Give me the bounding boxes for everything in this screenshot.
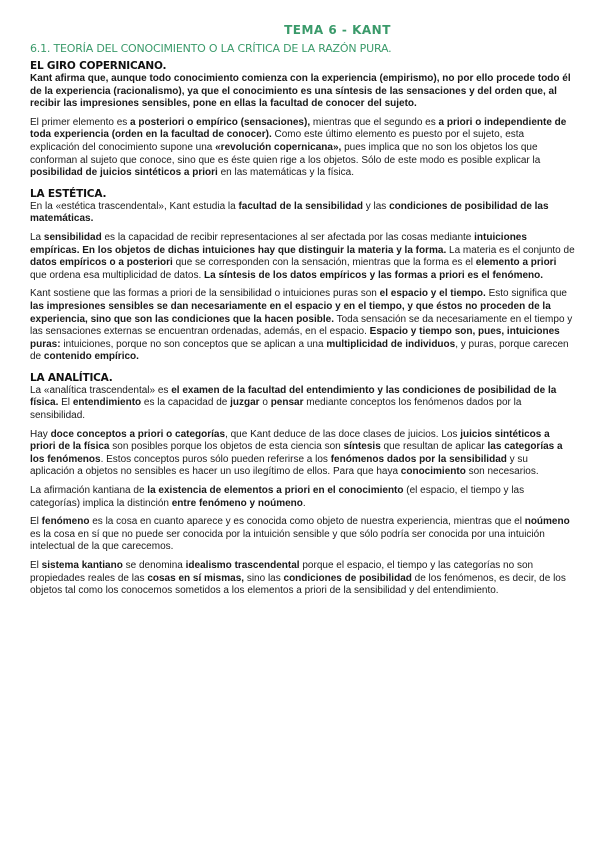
- text-run: intuiciones, porque no son conceptos que se aplican a una: [60, 338, 327, 350]
- section: [30, 60, 575, 180]
- bold-text: juicios sintéticos a priori de la física: [30, 428, 550, 453]
- bold-text: juzgar: [230, 397, 260, 409]
- paragraph: [30, 201, 575, 226]
- bold-text: síntesis: [343, 441, 381, 453]
- text-run: El primer elemento es: [30, 116, 131, 128]
- text-run: sino las: [244, 572, 284, 584]
- text-run: es la cosa en sí que no puede ser conocida por la intuición sensible y que sólo podría ser conocida por una intuición intelectual de la que carecemos.: [30, 528, 545, 553]
- bold-text: entre fenómeno y noúmeno: [171, 497, 303, 509]
- bold-text: fenómenos dados por la sensibilidad: [330, 453, 507, 465]
- bold-text: intuiciones empíricas. En los objetos de dichas intuiciones hay que distinguir la materia y la forma.: [30, 231, 527, 256]
- bold-text: Espacio y tiempo son, pues, intuiciones puras:: [30, 326, 560, 350]
- bold-text: «revolución copernicana»,: [215, 141, 342, 153]
- text-run: es la capacidad de recibir representaciones al ser afectada por las cosas mediante: [101, 231, 475, 243]
- paragraph: [30, 117, 575, 180]
- section: [30, 188, 575, 364]
- paragraph: [30, 73, 575, 111]
- text-run: se denomina: [122, 560, 186, 571]
- text-run: y las: [362, 200, 390, 212]
- text-run: (el espacio, el tiempo y las categorías) implica la distinción: [30, 485, 525, 509]
- text-run: mientras que el segundo es: [310, 116, 439, 128]
- bold-text: condiciones de posibilidad: [283, 572, 412, 584]
- text-run: que resultan de aplicar: [380, 441, 488, 453]
- bold-text: el examen de la facultad del entendimiento y las condiciones de posibilidad de la física.: [30, 384, 557, 409]
- text-run: en las matemáticas y la física.: [217, 167, 354, 179]
- text-run: porque el espacio, el tiempo y las categorías no son propiedades reales de las: [30, 560, 534, 584]
- paragraph: [30, 485, 575, 510]
- paragraph: [30, 429, 575, 479]
- bold-text: pensar: [270, 397, 304, 409]
- bold-text: a posteriori o empírico (sensaciones),: [130, 116, 311, 128]
- bold-text: el espacio y el tiempo.: [379, 288, 486, 300]
- bold-text: condiciones de posibilidad de las matemáticas.: [30, 200, 549, 225]
- paragraph: [30, 560, 575, 598]
- bold-text: cosas en sí mismas,: [147, 572, 245, 584]
- bold-text: facultad de la sensibilidad: [238, 200, 363, 212]
- section-heading: LA ANALÍTICA.: [30, 371, 113, 384]
- bold-text: conocimiento: [400, 466, 466, 478]
- document-body: [30, 60, 575, 598]
- section-heading: LA ESTÉTICA.: [30, 187, 107, 200]
- text-run: y su aplicación a objetos no sensibles es hacer un uso ilegítimo de ellos. Para que haya: [30, 453, 528, 478]
- page-subtitle: 6.1. TEORÍA DEL CONOCIMIENTO O LA CRÍTICA DE LA RAZÓN PURA.: [30, 42, 392, 55]
- bold-text: contenido empírico.: [43, 351, 139, 363]
- bold-text: Kant afirma que, aunque todo conocimiento comienza con la experiencia (empirismo), no por ello procede todo él de la experiencia (racionalismo), ya que el conocimiento es una síntesis de las sensaciones y del orden que, al recibir las impresiones sensibles, pone en ellas la facultad de conocer del sujeto.: [30, 73, 571, 110]
- text-run: , que Kant deduce de las doce clases de juicios. Los: [225, 428, 461, 440]
- text-run: que ordena esa multiplicidad de datos.: [30, 269, 205, 281]
- bold-text: sistema kantiano: [41, 560, 123, 571]
- text-run: son posibles porque los objetos de esta ciencia son: [109, 441, 344, 453]
- text-run: de los fenómenos, es decir, de los objetos tal como los conocemos sometidos a los elementos a priori de la sensibilidad y del entendimiento.: [30, 572, 566, 597]
- bold-text: datos empíricos o a posteriori: [30, 257, 173, 269]
- text-run: pues implica que no son los objetos los que conforman al sujeto que conoce, sino que es éste quien rige a los objetos. Sólo de este modo es posible explicar la: [30, 141, 541, 166]
- text-run: .: [302, 497, 306, 509]
- text-run: . Estos conceptos puros sólo pueden referirse a los: [100, 453, 331, 465]
- text-run: La «analítica trascendental» es: [30, 384, 172, 396]
- text-run: Kant sostiene que las formas a priori de la sensibilidad o intuiciones puras son: [30, 288, 380, 300]
- text-run: , y puras, porque carecen de: [30, 338, 569, 363]
- section-heading: EL GIRO COPERNICANO.: [30, 60, 167, 72]
- bold-text: fenómeno: [41, 516, 90, 528]
- paragraph: [30, 288, 575, 364]
- bold-text: la existencia de elementos a priori en el conocimiento: [147, 485, 404, 497]
- text-run: La materia es el conjunto de: [446, 244, 575, 256]
- bold-text: las impresiones sensibles se dan necesariamente en el espacio y en el tiempo, y que éstos no proceden de la experiencia, sino que son las condiciones que la hacen posible.: [30, 300, 551, 325]
- bold-text: idealismo trascendental: [185, 560, 300, 571]
- text-run: es la cosa en cuanto aparece y es conocida como objeto de nuestra experiencia, mientras que el: [89, 516, 525, 528]
- paragraph: [30, 232, 575, 282]
- text-run: Como este último elemento es puesto por el sujeto, esta explicación del conocimiento supone una: [30, 129, 525, 153]
- page-title: TEMA 6 - KANT: [284, 23, 391, 37]
- text-run: Toda sensación se da necesariamente en el tiempo y las sensaciones externas se encuentran ordenadas, además, en el espacio.: [30, 313, 573, 338]
- text-run: son necesarios.: [465, 466, 539, 478]
- paragraph: [30, 516, 575, 554]
- bold-text: La síntesis de los datos empíricos y las formas a priori es el fenómeno.: [204, 269, 544, 281]
- text-run: Esto significa que: [485, 288, 567, 300]
- text-run: El: [58, 397, 73, 409]
- text-run: La afirmación kantiana de: [30, 485, 148, 497]
- paragraph: [30, 385, 575, 423]
- bold-text: posibilidad de juicios sintéticos a priori: [30, 167, 218, 179]
- text-run: El: [30, 560, 42, 571]
- section: [30, 372, 575, 598]
- text-run: o: [259, 397, 271, 409]
- text-run: que se corresponden con la sensación, mientras que la forma es el: [172, 257, 476, 269]
- bold-text: noúmeno: [524, 516, 570, 528]
- bold-text: sensibilidad: [43, 231, 102, 243]
- bold-text: doce conceptos a priori o categorías: [50, 428, 226, 440]
- text-run: La: [30, 231, 44, 243]
- bold-text: las categorías a los fenómenos: [30, 441, 563, 465]
- text-run: es la capacidad de: [141, 397, 231, 409]
- document-page: [30, 22, 575, 604]
- text-run: mediante conceptos los fenómenos dados por la sensibilidad.: [30, 397, 522, 422]
- text-run: Hay: [30, 428, 51, 440]
- text-run: En la «estética trascendental», Kant estudia la: [30, 200, 239, 212]
- text-run: El: [30, 516, 42, 528]
- bold-text: elemento a priori: [475, 257, 557, 269]
- bold-text: a priori o independiente de toda experiencia (orden en la facultad de conocer).: [30, 116, 567, 141]
- bold-text: multiplicidad de individuos: [326, 338, 456, 350]
- bold-text: entendimiento: [72, 397, 142, 409]
